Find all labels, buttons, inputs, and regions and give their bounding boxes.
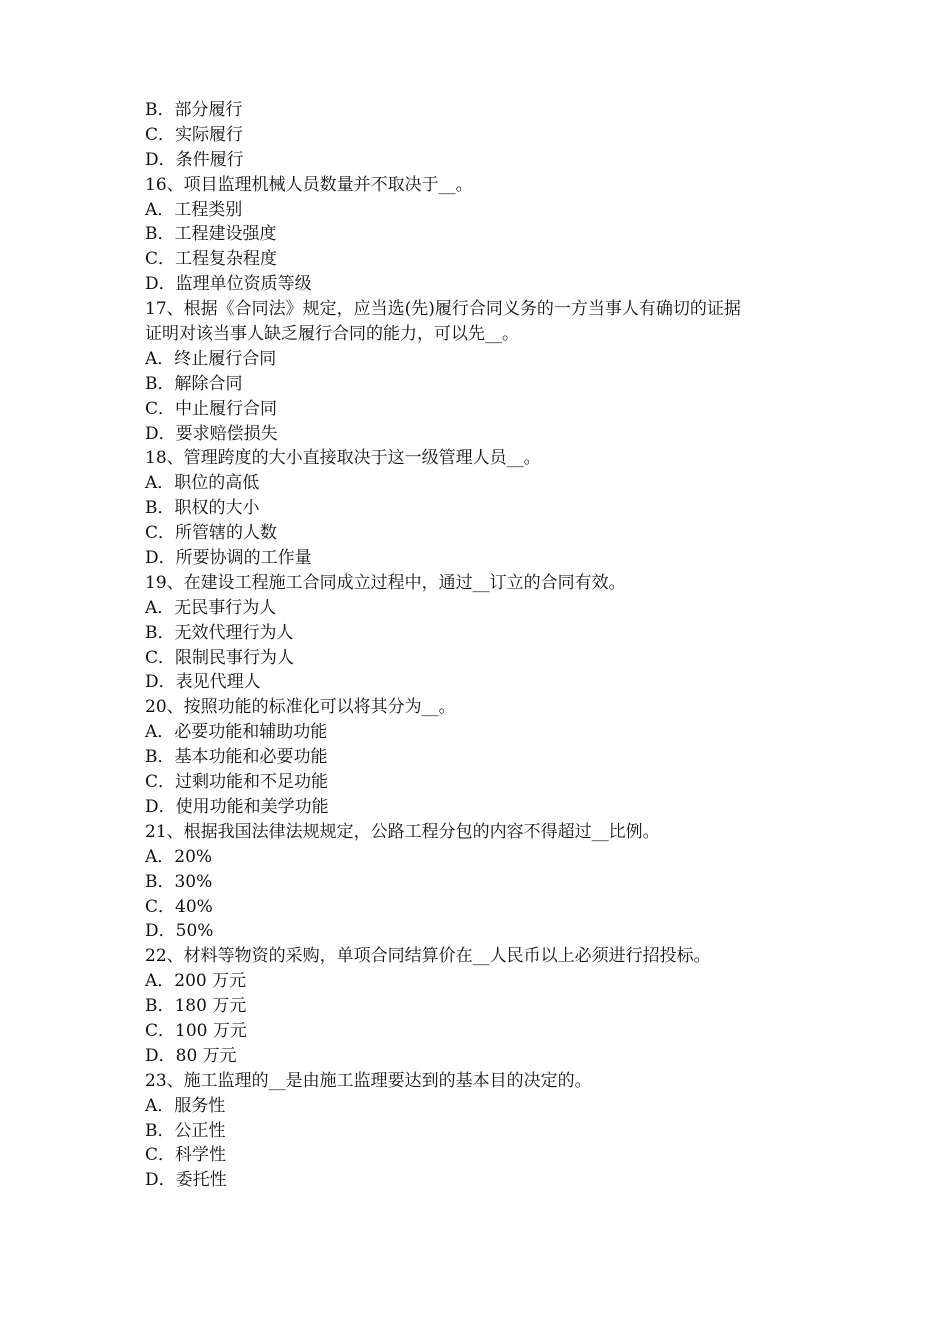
- text-line: C．中止履行合同: [145, 398, 278, 419]
- text-line: B．职权的大小: [145, 498, 260, 519]
- text-line: B．解除合同: [145, 373, 243, 394]
- text-line: B．基本功能和必要功能: [145, 747, 328, 768]
- text-line: B．无效代理行为人: [145, 622, 294, 643]
- text-line: A．无民事行为人: [145, 597, 277, 618]
- text-line: D．要求赔偿损失: [145, 423, 278, 444]
- text-line: B．公正性: [145, 1120, 226, 1141]
- text-line: C．100 万元: [145, 1020, 247, 1041]
- text-line: C．限制民事行为人: [145, 647, 295, 668]
- text-line: A．必要功能和辅助功能: [145, 722, 328, 743]
- text-line: A．服务性: [145, 1095, 226, 1116]
- text-line: D．条件履行: [145, 149, 244, 170]
- text-line: D．50%: [145, 921, 214, 942]
- text-line: 18、管理跨度的大小直接取决于这一级管理人员__。: [145, 448, 541, 469]
- text-line: 证明对该当事人缺乏履行合同的能力，可以先__。: [145, 324, 519, 345]
- text-line: D．监理单位资质等级: [145, 274, 312, 295]
- text-line: C．40%: [145, 896, 213, 917]
- text-line: C．过剩功能和不足功能: [145, 772, 329, 793]
- text-line: B．部分履行: [145, 100, 243, 120]
- text-line: D．所要协调的工作量: [145, 548, 312, 569]
- text-line: D．表见代理人: [145, 672, 261, 693]
- text-line: A．职位的高低: [145, 473, 260, 494]
- text-line: A．工程类别: [145, 199, 243, 220]
- text-line: A．200 万元: [145, 971, 247, 992]
- text-line: B．工程建设强度: [145, 224, 277, 245]
- text-line: D．使用功能和美学功能: [145, 796, 329, 817]
- text-line: 17、根据《合同法》规定，应当选(先)履行合同义务的一方当事人有确切的证据: [145, 299, 741, 320]
- text-line: C．所管辖的人数: [145, 523, 278, 544]
- question-list: [145, 98, 825, 1193]
- text-line: B．180 万元: [145, 996, 247, 1017]
- text-line: A．20%: [145, 846, 213, 867]
- text-line: A．终止履行合同: [145, 348, 277, 369]
- text-line: 21、根据我国法律法规规定，公路工程分包的内容不得超过__比例。: [145, 821, 660, 842]
- text-line: 22、材料等物资的采购，单项合同结算价在__人民币以上必须进行招投标。: [145, 946, 711, 967]
- text-line: C．实际履行: [145, 124, 244, 145]
- text-line: D．80 万元: [145, 1045, 237, 1066]
- text-line: B．30%: [145, 871, 213, 892]
- text-line: 16、项目监理机械人员数量并不取决于__。: [145, 174, 473, 195]
- text-line: 19、在建设工程施工合同成立过程中，通过__订立的合同有效。: [145, 572, 626, 593]
- text-line: D．委托性: [145, 1170, 227, 1191]
- text-line: C．工程复杂程度: [145, 249, 278, 270]
- text-line: 23、施工监理的__是由施工监理要达到的基本目的决定的。: [145, 1070, 592, 1091]
- text-line: C．科学性: [145, 1145, 227, 1166]
- text-line: 20、按照功能的标准化可以将其分为__。: [145, 697, 456, 718]
